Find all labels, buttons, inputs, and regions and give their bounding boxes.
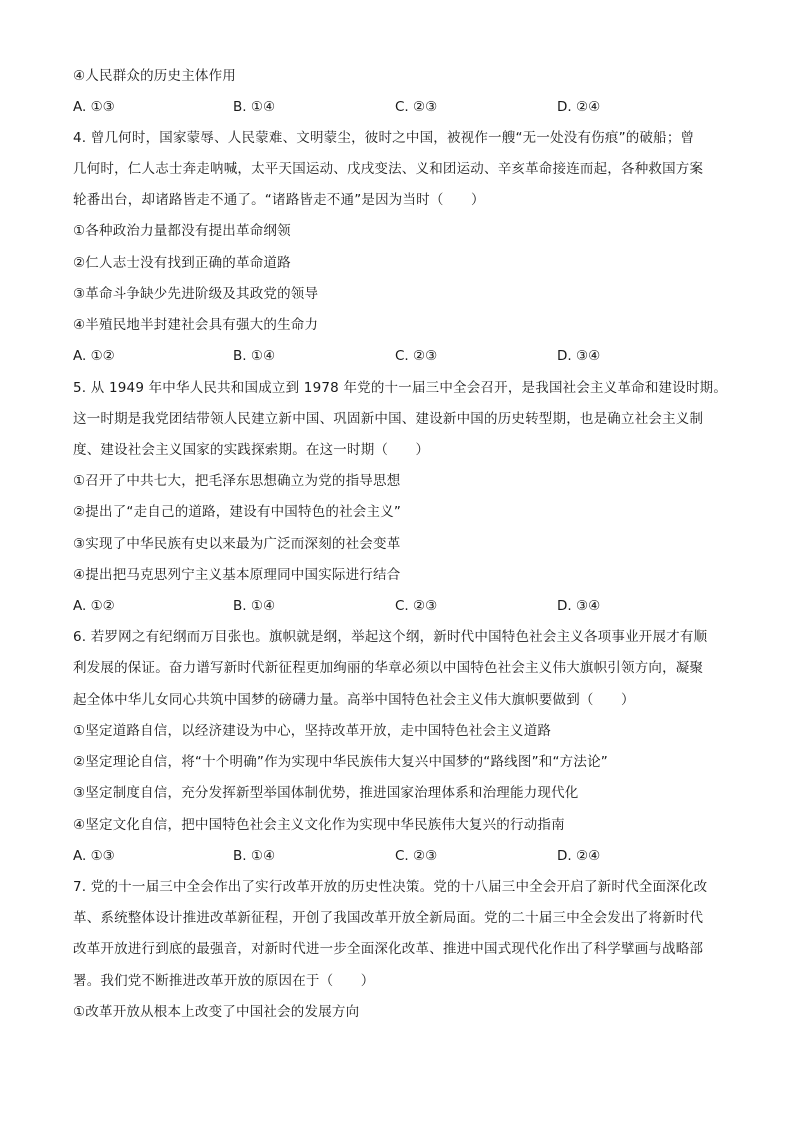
- q4-option-2: ②仁人志士没有找到正确的革命道路: [73, 255, 291, 271]
- q6-option-2: ②坚定理论自信，将“十个明确”作为实现中华民族伟大复兴中国梦的“路线图”和“方法论”: [73, 754, 608, 770]
- q4-answer-row: [73, 346, 733, 366]
- q3-answer-row: [73, 97, 733, 117]
- q5-answer-d: D. ③④: [557, 598, 601, 614]
- q3-answer-b: B. ①④: [233, 99, 276, 115]
- q6-stem-line-1: 6. 若罗网之有纪纲而万目张也。旗帜就是纲，举起这个纲，新时代中国特色社会主义各项事业开展才有顺: [73, 629, 708, 645]
- q3-answer-a: A. ①③: [73, 99, 115, 115]
- q5-stem-line-2: 这一时期是我党团结带领人民建立新中国、巩固新中国、建设新中国的历史转型期，也是确立社会主义制: [73, 411, 704, 427]
- q7-stem-line-3: 改革开放进行到底的最强音，对新时代进一步全面深化改革、推进中国式现代化作出了科学擘画与战略部: [73, 941, 704, 957]
- q4-stem-line-3: 轮番出台，却诸路皆走不通了。“诸路皆走不通”是因为当时（ ）: [73, 192, 485, 208]
- q5-answer-a: A. ①②: [73, 598, 115, 614]
- q5-stem-line-3: 度、建设社会主义国家的实践探索期。在这一时期（ ）: [73, 442, 430, 458]
- q5-option-4: ④提出把马克思列宁主义基本原理同中国实际进行结合: [73, 567, 401, 583]
- q4-option-1: ①各种政治力量都没有提出革命纲领: [73, 223, 291, 239]
- q4-answer-c: C. ②③: [395, 348, 438, 364]
- q6-option-3: ③坚定制度自信，充分发挥新型举国体制优势，推进国家治理体系和治理能力现代化: [73, 785, 579, 801]
- q5-option-3: ③实现了中华民族有史以来最为广泛而深刻的社会变革: [73, 536, 401, 552]
- q6-stem-line-2: 利发展的保证。奋力谱写新时代新征程更加绚丽的华章必须以中国特色社会主义伟大旗帜引领方向，凝聚: [73, 660, 704, 676]
- q4-option-3: ③革命斗争缺少先进阶级及其政党的领导: [73, 286, 319, 302]
- q5-answer-b: B. ①④: [233, 598, 276, 614]
- q4-answer-d: D. ③④: [557, 348, 601, 364]
- q3-answer-c: C. ②③: [395, 99, 438, 115]
- q6-option-4: ④坚定文化自信，把中国特色社会主义文化作为实现中华民族伟大复兴的行动指南: [73, 817, 565, 833]
- q6-option-1: ①坚定道路自信，以经济建设为中心，坚持改革开放，走中国特色社会主义道路: [73, 723, 552, 739]
- q7-option-1: ①改革开放从根本上改变了中国社会的发展方向: [73, 1004, 360, 1020]
- q3-answer-d: D. ②④: [557, 99, 601, 115]
- q4-stem-line-2: 几何时，仁人志士奔走呐喊，太平天国运动、戊戌变法、义和团运动、辛亥革命接连而起，各种救国方案: [73, 161, 704, 177]
- q6-answer-b: B. ①④: [233, 848, 276, 864]
- q7-stem-line-2: 革、系统整体设计推进改革新征程，开创了我国改革开放全新局面。党的二十届三中全会发出了将新时代: [73, 910, 704, 926]
- q5-option-1: ①召开了中共七大，把毛泽东思想确立为党的指导思想: [73, 473, 401, 489]
- q4-answer-a: A. ①②: [73, 348, 115, 364]
- q5-answer-c: C. ②③: [395, 598, 438, 614]
- q6-answer-row: [73, 846, 733, 866]
- q6-stem-line-3: 起全体中华儿女同心共筑中国梦的磅礴力量。高举中国特色社会主义伟大旗帜要做到（ ）: [73, 692, 635, 708]
- q6-answer-d: D. ②④: [557, 848, 601, 864]
- q4-stem-line-1: 4. 曾几何时，国家蒙辱、人民蒙难、文明蒙尘，彼时之中国，被视作一艘“无一处没有伤痕”的破船；曾: [73, 130, 695, 146]
- q7-stem-line-4: 署。我们党不断推进改革开放的原因在于（ ）: [73, 973, 375, 989]
- q4-answer-b: B. ①④: [233, 348, 276, 364]
- q6-answer-c: C. ②③: [395, 848, 438, 864]
- q5-stem-line-1: 5. 从 1949 年中华人民共和国成立到 1978 年党的十一届三中全会召开，是我国社会主义革命和建设时期。: [73, 380, 728, 396]
- q7-stem-line-1: 7. 党的十一届三中全会作出了实行改革开放的历史性决策。党的十八届三中全会开启了新时代全面深化改: [73, 879, 708, 895]
- q5-answer-row: [73, 596, 733, 616]
- q4-option-4: ④半殖民地半封建社会具有强大的生命力: [73, 317, 319, 333]
- q5-option-2: ②提出了“走自己的道路，建设有中国特色的社会主义”: [73, 504, 402, 520]
- q6-answer-a: A. ①③: [73, 848, 115, 864]
- q3-option-4: ④人民群众的历史主体作用: [73, 68, 237, 84]
